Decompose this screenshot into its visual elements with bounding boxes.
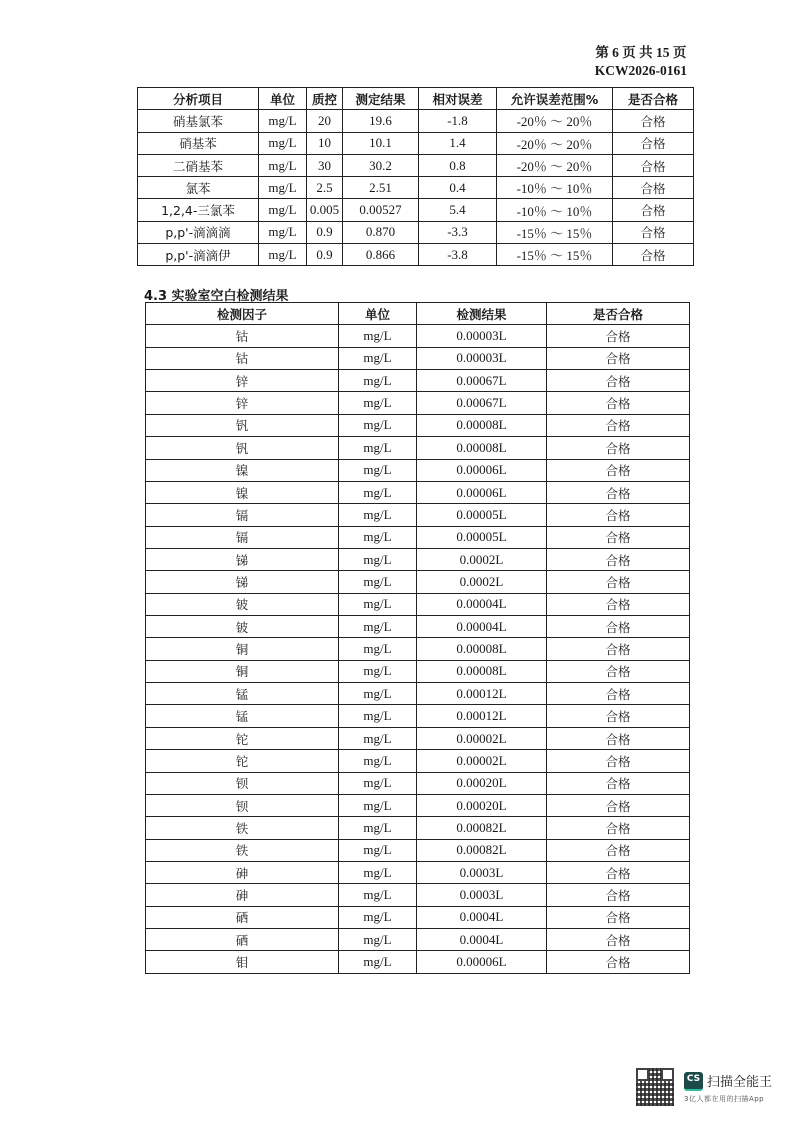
column-header: 单位 (259, 88, 307, 110)
table-cell: -15％ ～ 15％ (497, 244, 613, 266)
scanner-watermark (636, 1068, 786, 1110)
table-cell: mg/L (259, 110, 307, 132)
table-cell: 0.00012L (417, 705, 547, 727)
table-cell: 20 (307, 110, 343, 132)
column-header: 允许误差范围% (497, 88, 613, 110)
table-cell: mg/L (339, 370, 417, 392)
table-cell: 合格 (547, 459, 690, 481)
table-cell: 铍 (146, 593, 339, 615)
table-cell: 铊 (146, 750, 339, 772)
table-row (146, 772, 690, 794)
table-row (138, 177, 694, 199)
table-cell: 硒 (146, 929, 339, 951)
table-cell: 氯苯 (138, 177, 259, 199)
table-cell: 合格 (547, 660, 690, 682)
table-cell: mg/L (339, 817, 417, 839)
table-cell: 铍 (146, 616, 339, 638)
table-cell: 合格 (547, 750, 690, 772)
quality-control-table (137, 87, 694, 266)
table-cell: 10 (307, 132, 343, 154)
table-cell: 0.0003L (417, 861, 547, 883)
table-cell: mg/L (339, 616, 417, 638)
table-cell: 钒 (146, 437, 339, 459)
table-cell: 合格 (547, 861, 690, 883)
table-row (146, 504, 690, 526)
table-cell: 1.4 (419, 132, 497, 154)
table-cell: 合格 (547, 571, 690, 593)
qr-code-icon (636, 1068, 674, 1106)
table-row (146, 705, 690, 727)
table-cell: 合格 (547, 705, 690, 727)
table-cell: mg/L (339, 638, 417, 660)
column-header: 测定结果 (343, 88, 419, 110)
table-cell: mg/L (339, 683, 417, 705)
table-cell: 铜 (146, 638, 339, 660)
table-cell: -20％ ～ 20％ (497, 110, 613, 132)
page-header (595, 44, 687, 80)
table-cell: 30 (307, 154, 343, 176)
table-row (146, 638, 690, 660)
table-row (146, 370, 690, 392)
column-header: 检测因子 (146, 303, 339, 325)
table-cell: 0.870 (343, 221, 419, 243)
table-cell: 30.2 (343, 154, 419, 176)
table-cell: 0.00082L (417, 839, 547, 861)
table-row (146, 817, 690, 839)
table-cell: p,p'-滴滴伊 (138, 244, 259, 266)
table-cell: 0.00003L (417, 347, 547, 369)
table-cell: mg/L (339, 593, 417, 615)
table-cell: 合格 (613, 199, 694, 221)
column-header: 检测结果 (417, 303, 547, 325)
table-cell: 合格 (547, 727, 690, 749)
table-cell: 合格 (613, 244, 694, 266)
table-cell: 铁 (146, 839, 339, 861)
table-row (146, 660, 690, 682)
table-row (146, 593, 690, 615)
table-cell: 0.00006L (417, 951, 547, 973)
page-number: 第 6 页 共 15 页 (595, 45, 687, 60)
table-row (146, 951, 690, 973)
table-cell: mg/L (339, 727, 417, 749)
table-cell: 5.4 (419, 199, 497, 221)
table-cell: mg/L (339, 750, 417, 772)
table-cell: 0.00002L (417, 727, 547, 749)
table-cell: mg/L (339, 861, 417, 883)
table-cell: 0.4 (419, 177, 497, 199)
table-cell: 锰 (146, 683, 339, 705)
camscanner-logo-icon: CS (684, 1072, 703, 1091)
table-cell: 10.1 (343, 132, 419, 154)
table-cell: 合格 (613, 221, 694, 243)
table-cell: mg/L (339, 347, 417, 369)
table-cell: 镉 (146, 526, 339, 548)
table-cell: 0.00006L (417, 481, 547, 503)
table-cell: 0.00005L (417, 526, 547, 548)
table-cell: 合格 (547, 370, 690, 392)
table-cell: 合格 (547, 593, 690, 615)
table-cell: 0.00020L (417, 772, 547, 794)
table-cell: 0.00008L (417, 638, 547, 660)
table-header-row (146, 303, 690, 325)
table-cell: mg/L (339, 906, 417, 928)
table-cell: 0.00012L (417, 683, 547, 705)
table-row (146, 392, 690, 414)
table-cell: mg/L (339, 839, 417, 861)
table-cell: 0.00020L (417, 794, 547, 816)
table-row (146, 929, 690, 951)
table-cell: 合格 (547, 638, 690, 660)
table-row (146, 683, 690, 705)
table-row (146, 884, 690, 906)
table-cell: 合格 (613, 154, 694, 176)
table-row (138, 110, 694, 132)
table-cell: 1,2,4-三氯苯 (138, 199, 259, 221)
table-cell: 0.00067L (417, 392, 547, 414)
table-cell: 钴 (146, 325, 339, 347)
table-cell: 合格 (547, 817, 690, 839)
table-cell: 硝基氯苯 (138, 110, 259, 132)
table-cell: 合格 (613, 177, 694, 199)
table-cell: 0.00005L (417, 504, 547, 526)
table-cell: 镍 (146, 481, 339, 503)
table-cell: 0.00527 (343, 199, 419, 221)
table-cell: 合格 (547, 929, 690, 951)
table-cell: mg/L (339, 392, 417, 414)
table-cell: 铊 (146, 727, 339, 749)
table-cell: 合格 (613, 132, 694, 154)
table-row (146, 571, 690, 593)
table-cell: 0.00008L (417, 414, 547, 436)
table-cell: 锰 (146, 705, 339, 727)
table-row (146, 526, 690, 548)
table-cell: 0.00002L (417, 750, 547, 772)
table-row (146, 459, 690, 481)
table-cell: mg/L (339, 459, 417, 481)
table-cell: 0.00067L (417, 370, 547, 392)
table-cell: 合格 (547, 906, 690, 928)
table-cell: mg/L (339, 929, 417, 951)
table-cell: 硒 (146, 906, 339, 928)
table-cell: 0.00008L (417, 660, 547, 682)
table-row (146, 839, 690, 861)
table-cell: 砷 (146, 884, 339, 906)
table-row (146, 616, 690, 638)
table-cell: 合格 (547, 481, 690, 503)
table-cell: -15％ ～ 15％ (497, 221, 613, 243)
table-cell: 合格 (547, 347, 690, 369)
table-cell: 2.51 (343, 177, 419, 199)
table-cell: mg/L (339, 526, 417, 548)
table-row (138, 132, 694, 154)
table-cell: 合格 (547, 437, 690, 459)
table-row (146, 794, 690, 816)
table-cell: 合格 (547, 414, 690, 436)
column-header: 分析项目 (138, 88, 259, 110)
column-header: 是否合格 (613, 88, 694, 110)
table-cell: 0.0004L (417, 906, 547, 928)
table-cell: 0.0003L (417, 884, 547, 906)
table-cell: mg/L (339, 772, 417, 794)
column-header: 单位 (339, 303, 417, 325)
table-cell: mg/L (259, 177, 307, 199)
table-cell: 镉 (146, 504, 339, 526)
table-cell: -1.8 (419, 110, 497, 132)
table-cell: 硝基苯 (138, 132, 259, 154)
table-row (138, 221, 694, 243)
table-cell: 合格 (547, 951, 690, 973)
table-cell: 合格 (613, 110, 694, 132)
lab-blank-table (145, 302, 690, 974)
table-cell: 锑 (146, 571, 339, 593)
report-number: KCW2026-0161 (594, 63, 687, 78)
table-row (138, 154, 694, 176)
table-cell: 镍 (146, 459, 339, 481)
table-cell: mg/L (259, 199, 307, 221)
table-cell: 合格 (547, 616, 690, 638)
table-cell: -20％ ～ 20％ (497, 154, 613, 176)
table-cell: mg/L (339, 325, 417, 347)
table-cell: 0.00008L (417, 437, 547, 459)
table-cell: -10％ ～ 10％ (497, 177, 613, 199)
table-cell: mg/L (339, 437, 417, 459)
column-header: 是否合格 (547, 303, 690, 325)
table-cell: mg/L (259, 132, 307, 154)
brand-name: 扫描全能王 (707, 1075, 773, 1090)
table-cell: 2.5 (307, 177, 343, 199)
table-row (146, 325, 690, 347)
table-cell: -20％ ～ 20％ (497, 132, 613, 154)
table-cell: 0.00006L (417, 459, 547, 481)
table-row (146, 481, 690, 503)
table-row (138, 199, 694, 221)
table-cell: 0.866 (343, 244, 419, 266)
table-cell: -10％ ～ 10％ (497, 199, 613, 221)
table-cell: mg/L (259, 154, 307, 176)
table-cell: mg/L (339, 884, 417, 906)
table-cell: 0.0002L (417, 548, 547, 570)
table-row (146, 414, 690, 436)
table-cell: p,p'-滴滴滴 (138, 221, 259, 243)
table-cell: 0.00003L (417, 325, 547, 347)
table-cell: 0.005 (307, 199, 343, 221)
table-cell: 合格 (547, 392, 690, 414)
table-cell: 二硝基苯 (138, 154, 259, 176)
table-cell: 合格 (547, 548, 690, 570)
table-cell: 0.8 (419, 154, 497, 176)
table-row (146, 548, 690, 570)
table-cell: 钴 (146, 347, 339, 369)
section-title: 4.3 实验室空白检测结果 (144, 289, 289, 304)
table-cell: 合格 (547, 325, 690, 347)
table-cell: mg/L (339, 481, 417, 503)
table-cell: 砷 (146, 861, 339, 883)
column-header: 质控 (307, 88, 343, 110)
table-cell: 0.00082L (417, 817, 547, 839)
brand-tagline: 3亿人都在用的扫描App (684, 1095, 765, 1103)
table-cell: 铁 (146, 817, 339, 839)
table-cell: 铜 (146, 660, 339, 682)
table-cell: 钒 (146, 414, 339, 436)
table-cell: 合格 (547, 839, 690, 861)
table-cell: mg/L (259, 244, 307, 266)
table-cell: mg/L (339, 414, 417, 436)
table-cell: 19.6 (343, 110, 419, 132)
table-cell: 合格 (547, 526, 690, 548)
table-cell: 0.00004L (417, 616, 547, 638)
table-cell: 合格 (547, 772, 690, 794)
table-cell: 0.0004L (417, 929, 547, 951)
table-cell: mg/L (339, 571, 417, 593)
table-cell: 0.9 (307, 221, 343, 243)
table-cell: 钼 (146, 951, 339, 973)
table-cell: mg/L (339, 548, 417, 570)
table-cell: mg/L (339, 794, 417, 816)
table-cell: 0.0002L (417, 571, 547, 593)
table-cell: 合格 (547, 884, 690, 906)
table-header-row (138, 88, 694, 110)
table-cell: mg/L (259, 221, 307, 243)
table-cell: 锌 (146, 370, 339, 392)
table-cell: 0.9 (307, 244, 343, 266)
table-cell: mg/L (339, 660, 417, 682)
table-cell: mg/L (339, 504, 417, 526)
table-cell: -3.8 (419, 244, 497, 266)
table-cell: 锑 (146, 548, 339, 570)
table-row (146, 750, 690, 772)
table-row (146, 347, 690, 369)
table-cell: 合格 (547, 504, 690, 526)
table-row (138, 244, 694, 266)
table-row (146, 861, 690, 883)
table-cell: -3.3 (419, 221, 497, 243)
table-cell: mg/L (339, 951, 417, 973)
table-cell: 钡 (146, 772, 339, 794)
table-cell: 0.00004L (417, 593, 547, 615)
table-cell: 合格 (547, 683, 690, 705)
table-cell: 合格 (547, 794, 690, 816)
table-row (146, 727, 690, 749)
table-row (146, 437, 690, 459)
table-cell: mg/L (339, 705, 417, 727)
table-cell: 钡 (146, 794, 339, 816)
column-header: 相对误差 (419, 88, 497, 110)
table-row (146, 906, 690, 928)
table-cell: 锌 (146, 392, 339, 414)
